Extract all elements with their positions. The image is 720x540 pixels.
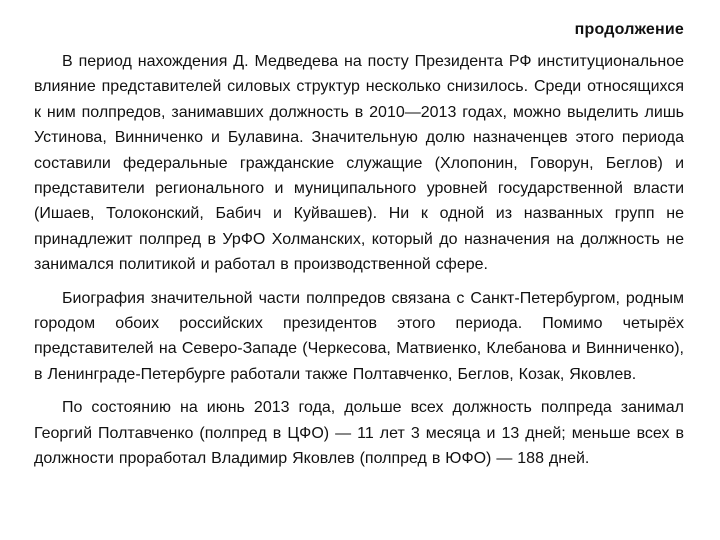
- paragraph-petersburg-biography: Биография значительной части полпредов связана с Санкт-Петербургом, родным городом обоих российских президентов этого периода. Помимо четырёх представителей на Северо-Западе (Черкесова, Матвиенко, Клебанова и Винниченко), в Ленинграде-Петербурге работали также Полтавченко, Беглов, Козак, Яковлев.: [34, 289, 684, 383]
- paragraph-medvedev-period: В период нахождения Д. Медведева на посту Президента РФ институциональное влияние представителей силовых структур несколько снизилось. Среди относящихся к ним полпредов, занимавших должность в 2010—2013 годах, можно выделить лишь Устинова, Винниченко и Булавина. Значительную долю назначенцев этого периода составили федеральные гражданские служащие (Хлопонин, Говорун, Беглов) и представители регионального и муниципального уровней государственной власти (Ишаев, Толоконский, Бабич и Куйвашев). Ни к одной из названных групп не принадлежит полпред в УрФО Холманских, который до назначения на должность не занимался политикой и работал в производственной сфере.: [34, 53, 684, 274]
- paragraph-tenure-records: По состоянию на июнь 2013 года, дольше всех должность полпреда занимал Георгий Полтавченко (полпред в ЦФО) — 11 лет 3 месяца и 13 дней; меньше всех в должности проработал Владимир Яковлев (полпред в ЮФО) — 188 дней.: [34, 399, 684, 468]
- body-text: [34, 49, 684, 472]
- continuation-label: продолжение: [574, 21, 684, 38]
